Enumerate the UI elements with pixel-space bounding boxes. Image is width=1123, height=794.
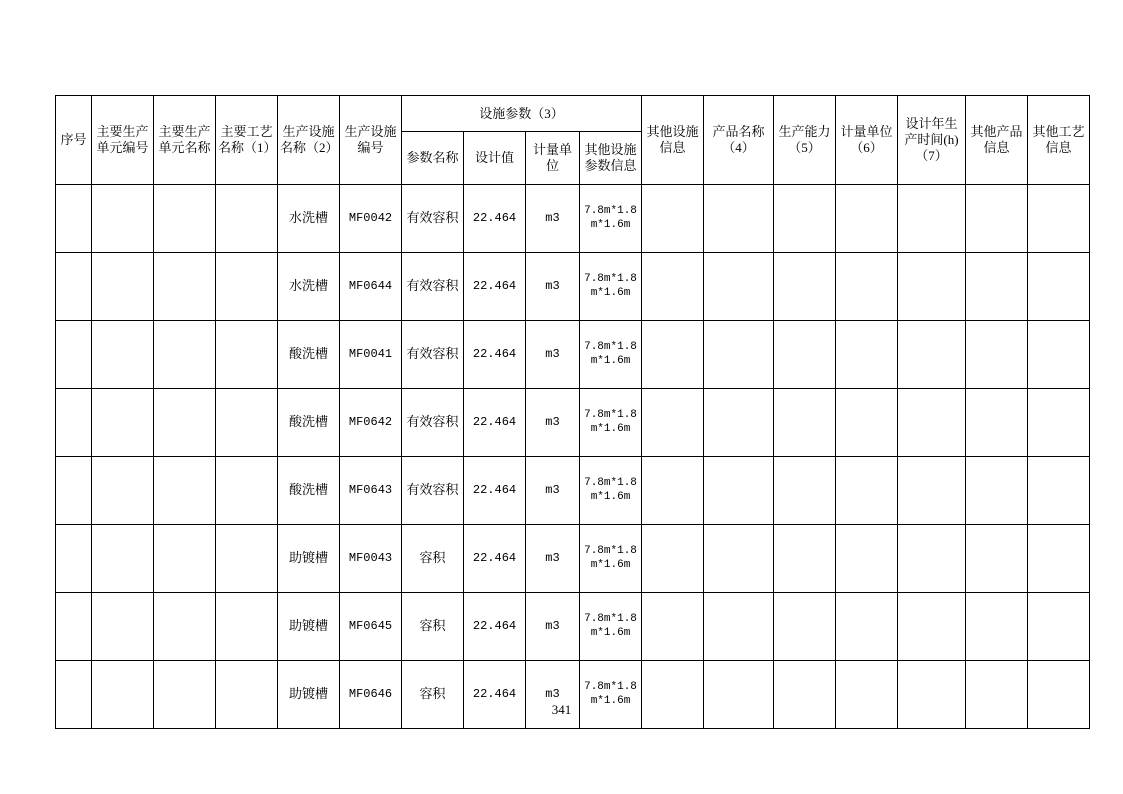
header-measure-unit: 计量单位 (526, 132, 580, 185)
cell-other-product-info (966, 525, 1028, 593)
page-number: 341 (551, 702, 572, 717)
cell-measure-unit: m3 (526, 321, 580, 389)
cell-facility-no: MF0645 (340, 593, 402, 661)
cell-param-name: 容积 (402, 661, 464, 729)
header-facility-no: 生产设施编号 (340, 96, 402, 185)
cell-facility-no: MF0042 (340, 185, 402, 253)
cell-other-param-info: 7.8m*1.8m*1.6m (580, 593, 642, 661)
header-unit-name: 主要生产单元名称 (154, 96, 216, 185)
cell-facility-no: MF0041 (340, 321, 402, 389)
cell-unit-name (154, 661, 216, 729)
header-design-value: 设计值 (464, 132, 526, 185)
cell-annual-hours (898, 253, 966, 321)
cell-capacity-unit (836, 457, 898, 525)
cell-other-param-info: 7.8m*1.8m*1.6m (580, 525, 642, 593)
cell-measure-unit: m3 (526, 253, 580, 321)
header-facility-name: 生产设施名称（2） (278, 96, 340, 185)
cell-capacity-unit (836, 253, 898, 321)
header-other-param-info: 其他设施参数信息 (580, 132, 642, 185)
cell-measure-unit: m3 (526, 389, 580, 457)
cell-unit-no (92, 185, 154, 253)
cell-other-craft-info (1028, 661, 1090, 729)
cell-other-param-info: 7.8m*1.8m*1.6m (580, 661, 642, 729)
cell-seq (56, 185, 92, 253)
cell-other-craft-info (1028, 389, 1090, 457)
table-row (56, 253, 1090, 321)
cell-facility-name: 水洗槽 (278, 253, 340, 321)
cell-craft-name (216, 253, 278, 321)
cell-other-product-info (966, 593, 1028, 661)
cell-unit-no (92, 253, 154, 321)
cell-craft-name (216, 389, 278, 457)
cell-other-param-info: 7.8m*1.8m*1.6m (580, 389, 642, 457)
cell-facility-no: MF0644 (340, 253, 402, 321)
cell-seq (56, 457, 92, 525)
cell-product-name (704, 661, 774, 729)
cell-product-name (704, 593, 774, 661)
table-row (56, 185, 1090, 253)
cell-capacity-unit (836, 389, 898, 457)
cell-seq (56, 593, 92, 661)
table-row (56, 321, 1090, 389)
cell-capacity (774, 525, 836, 593)
cell-capacity (774, 593, 836, 661)
table-header-row-1 (56, 96, 1090, 132)
cell-unit-name (154, 185, 216, 253)
cell-other-craft-info (1028, 321, 1090, 389)
cell-design-value: 22.464 (464, 185, 526, 253)
cell-annual-hours (898, 593, 966, 661)
cell-other-product-info (966, 661, 1028, 729)
cell-other-craft-info (1028, 525, 1090, 593)
cell-unit-name (154, 593, 216, 661)
cell-facility-name: 助镀槽 (278, 593, 340, 661)
cell-craft-name (216, 593, 278, 661)
cell-product-name (704, 321, 774, 389)
cell-annual-hours (898, 389, 966, 457)
cell-param-name: 有效容积 (402, 321, 464, 389)
cell-capacity-unit (836, 593, 898, 661)
cell-capacity (774, 389, 836, 457)
cell-product-name (704, 457, 774, 525)
cell-param-name: 容积 (402, 593, 464, 661)
cell-unit-name (154, 525, 216, 593)
table-row (56, 525, 1090, 593)
cell-other-param-info: 7.8m*1.8m*1.6m (580, 457, 642, 525)
table-body (56, 185, 1090, 729)
cell-unit-no (92, 389, 154, 457)
header-unit-no: 主要生产单元编号 (92, 96, 154, 185)
cell-craft-name (216, 185, 278, 253)
cell-other-facility-info (642, 253, 704, 321)
cell-other-facility-info (642, 389, 704, 457)
cell-other-param-info: 7.8m*1.8m*1.6m (580, 253, 642, 321)
table-row (56, 593, 1090, 661)
cell-design-value: 22.464 (464, 253, 526, 321)
cell-other-param-info: 7.8m*1.8m*1.6m (580, 321, 642, 389)
cell-seq (56, 389, 92, 457)
cell-annual-hours (898, 661, 966, 729)
cell-measure-unit: m3 (526, 593, 580, 661)
cell-craft-name (216, 525, 278, 593)
header-seq: 序号 (56, 96, 92, 185)
header-capacity: 生产能力（5） (774, 96, 836, 185)
cell-annual-hours (898, 185, 966, 253)
cell-measure-unit: m3 (526, 661, 580, 729)
table-row (56, 389, 1090, 457)
cell-unit-no (92, 593, 154, 661)
cell-param-name: 容积 (402, 525, 464, 593)
cell-param-name: 有效容积 (402, 185, 464, 253)
cell-capacity-unit (836, 321, 898, 389)
cell-unit-no (92, 661, 154, 729)
cell-unit-name (154, 389, 216, 457)
cell-capacity (774, 321, 836, 389)
cell-product-name (704, 389, 774, 457)
cell-design-value: 22.464 (464, 389, 526, 457)
cell-product-name (704, 253, 774, 321)
cell-capacity (774, 457, 836, 525)
cell-unit-no (92, 321, 154, 389)
cell-facility-no: MF0043 (340, 525, 402, 593)
cell-other-product-info (966, 389, 1028, 457)
cell-other-craft-info (1028, 593, 1090, 661)
cell-product-name (704, 185, 774, 253)
cell-facility-name: 水洗槽 (278, 185, 340, 253)
cell-craft-name (216, 457, 278, 525)
cell-capacity-unit (836, 525, 898, 593)
cell-annual-hours (898, 525, 966, 593)
cell-param-name: 有效容积 (402, 457, 464, 525)
cell-capacity (774, 253, 836, 321)
cell-other-facility-info (642, 457, 704, 525)
facility-parameters-table (55, 95, 1090, 729)
table-row (56, 661, 1090, 729)
cell-other-craft-info (1028, 253, 1090, 321)
cell-measure-unit: m3 (526, 457, 580, 525)
cell-other-facility-info (642, 661, 704, 729)
cell-facility-no: MF0642 (340, 389, 402, 457)
cell-unit-name (154, 457, 216, 525)
table-header (56, 96, 1090, 185)
cell-measure-unit: m3 (526, 525, 580, 593)
cell-facility-no: MF0646 (340, 661, 402, 729)
cell-other-craft-info (1028, 457, 1090, 525)
header-other-craft-info: 其他工艺信息 (1028, 96, 1090, 185)
cell-facility-name: 助镀槽 (278, 525, 340, 593)
cell-capacity-unit (836, 661, 898, 729)
cell-other-facility-info (642, 321, 704, 389)
cell-facility-name: 助镀槽 (278, 661, 340, 729)
cell-other-facility-info (642, 525, 704, 593)
header-annual-hours: 设计年生产时间(h)（7） (898, 96, 966, 185)
cell-annual-hours (898, 457, 966, 525)
cell-seq (56, 253, 92, 321)
header-other-facility-info: 其他设施信息 (642, 96, 704, 185)
cell-param-name: 有效容积 (402, 389, 464, 457)
cell-facility-name: 酸洗槽 (278, 321, 340, 389)
cell-unit-name (154, 321, 216, 389)
cell-design-value: 22.464 (464, 593, 526, 661)
cell-facility-name: 酸洗槽 (278, 389, 340, 457)
cell-facility-no: MF0643 (340, 457, 402, 525)
cell-craft-name (216, 321, 278, 389)
cell-other-product-info (966, 321, 1028, 389)
cell-capacity-unit (836, 185, 898, 253)
cell-product-name (704, 525, 774, 593)
cell-annual-hours (898, 321, 966, 389)
cell-design-value: 22.464 (464, 321, 526, 389)
cell-measure-unit: m3 (526, 185, 580, 253)
header-craft-name: 主要工艺名称（1） (216, 96, 278, 185)
cell-design-value: 22.464 (464, 457, 526, 525)
cell-param-name: 有效容积 (402, 253, 464, 321)
header-product-name: 产品名称（4） (704, 96, 774, 185)
header-param-name: 参数名称 (402, 132, 464, 185)
cell-other-product-info (966, 185, 1028, 253)
cell-seq (56, 321, 92, 389)
cell-design-value: 22.464 (464, 661, 526, 729)
cell-capacity (774, 661, 836, 729)
cell-seq (56, 661, 92, 729)
table-container (55, 95, 1085, 729)
cell-seq (56, 525, 92, 593)
cell-unit-name (154, 253, 216, 321)
cell-facility-name: 酸洗槽 (278, 457, 340, 525)
table-row (56, 457, 1090, 525)
cell-other-product-info (966, 253, 1028, 321)
cell-other-facility-info (642, 593, 704, 661)
cell-unit-no (92, 525, 154, 593)
cell-other-craft-info (1028, 185, 1090, 253)
header-capacity-unit: 计量单位（6） (836, 96, 898, 185)
cell-unit-no (92, 457, 154, 525)
cell-other-param-info: 7.8m*1.8m*1.6m (580, 185, 642, 253)
cell-other-product-info (966, 457, 1028, 525)
header-other-product-info: 其他产品信息 (966, 96, 1028, 185)
cell-craft-name (216, 661, 278, 729)
cell-capacity (774, 185, 836, 253)
cell-other-facility-info (642, 185, 704, 253)
header-facility-params-group: 设施参数（3） (402, 96, 642, 132)
cell-design-value: 22.464 (464, 525, 526, 593)
